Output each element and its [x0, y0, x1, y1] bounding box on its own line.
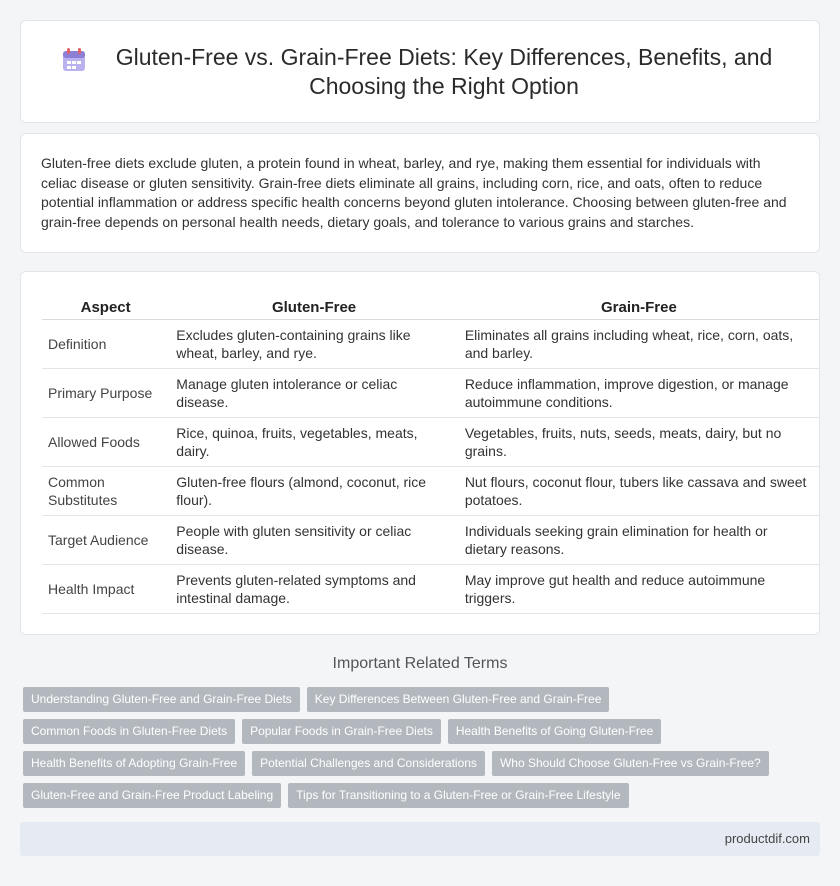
- related-terms-heading: Important Related Terms: [332, 655, 508, 672]
- table-cell-grain-free: Eliminates all grains including wheat, rice, corn, oats, and barley.: [458, 319, 819, 368]
- table-cell-aspect: Allowed Foods: [42, 417, 170, 466]
- intro-paragraph: Gluten-free diets exclude gluten, a protein found in wheat, barley, and rye, making them essential for individuals with celiac disease or gluten sensitivity. Grain-free diets eliminate all grains, including corn, rice, and oats, often to reduce potential inflammation or address specific health concerns beyond gluten intolerance. Choosing between gluten-free and grain-free depends on personal health needs, dietary goals, and tolerance to various grains and starches.: [41, 155, 787, 230]
- table-row: [42, 564, 819, 613]
- related-term-tag[interactable]: Popular Foods in Grain-Free Diets: [242, 719, 441, 744]
- table-cell-aspect: Health Impact: [42, 564, 170, 613]
- related-term-tag[interactable]: Gluten-Free and Grain-Free Product Labeling: [23, 783, 281, 808]
- table-cell-aspect: Target Audience: [42, 515, 170, 564]
- table-cell-gluten-free: People with gluten sensitivity or celiac disease.: [170, 515, 459, 564]
- table-cell-grain-free: Reduce inflammation, improve digestion, or manage autoimmune conditions.: [458, 368, 819, 417]
- table-row: [42, 515, 819, 564]
- table-row: [42, 319, 819, 368]
- table-cell-aspect: Definition: [42, 319, 170, 368]
- table-cell-gluten-free: Rice, quinoa, fruits, vegetables, meats, dairy.: [170, 417, 459, 466]
- table-header-row: [42, 297, 819, 319]
- column-header-grain-free: Grain-Free: [458, 297, 819, 319]
- column-header-gluten-free: Gluten-Free: [170, 297, 459, 319]
- table-cell-aspect: Primary Purpose: [42, 368, 170, 417]
- intro-card: [20, 133, 820, 253]
- footer: [20, 822, 820, 856]
- table-cell-gluten-free: Gluten-free flours (almond, coconut, rice flour).: [170, 466, 459, 515]
- comparison-table: [42, 297, 819, 614]
- comparison-table-card: [20, 271, 820, 635]
- header-card: [20, 20, 820, 123]
- related-term-tag[interactable]: Key Differences Between Gluten-Free and Grain-Free: [307, 687, 610, 712]
- column-header-aspect: Aspect: [42, 297, 170, 319]
- footer-site-link[interactable]: productdif.com: [724, 831, 810, 846]
- table-cell-aspect: Common Substitutes: [42, 466, 170, 515]
- table-cell-grain-free: Nut flours, coconut flour, tubers like cassava and sweet potatoes.: [458, 466, 819, 515]
- table-row: [42, 368, 819, 417]
- related-term-tag[interactable]: Who Should Choose Gluten-Free vs Grain-Free?: [492, 751, 769, 776]
- table-cell-grain-free: May improve gut health and reduce autoimmune triggers.: [458, 564, 819, 613]
- related-term-tag[interactable]: Common Foods in Gluten-Free Diets: [23, 719, 235, 744]
- table-cell-gluten-free: Prevents gluten-related symptoms and intestinal damage.: [170, 564, 459, 613]
- table-row: [42, 417, 819, 466]
- table-row: [42, 466, 819, 515]
- table-cell-grain-free: Individuals seeking grain elimination for health or dietary reasons.: [458, 515, 819, 564]
- page-title: Gluten-Free vs. Grain-Free Diets: Key Differences, Benefits, and Choosing the Right Option: [115, 43, 773, 99]
- related-term-tag[interactable]: Understanding Gluten-Free and Grain-Free Diets: [23, 687, 300, 712]
- related-term-tag[interactable]: Tips for Transitioning to a Gluten-Free or Grain-Free Lifestyle: [288, 783, 628, 808]
- related-term-tag[interactable]: Potential Challenges and Considerations: [252, 751, 485, 776]
- calendar-icon: [61, 47, 87, 73]
- related-term-tag[interactable]: Health Benefits of Going Gluten-Free: [448, 719, 661, 744]
- table-cell-grain-free: Vegetables, fruits, nuts, seeds, meats, dairy, but no grains.: [458, 417, 819, 466]
- related-terms-list: [23, 687, 823, 815]
- table-cell-gluten-free: Excludes gluten-containing grains like wheat, barley, and rye.: [170, 319, 459, 368]
- table-cell-gluten-free: Manage gluten intolerance or celiac disease.: [170, 368, 459, 417]
- related-term-tag[interactable]: Health Benefits of Adopting Grain-Free: [23, 751, 245, 776]
